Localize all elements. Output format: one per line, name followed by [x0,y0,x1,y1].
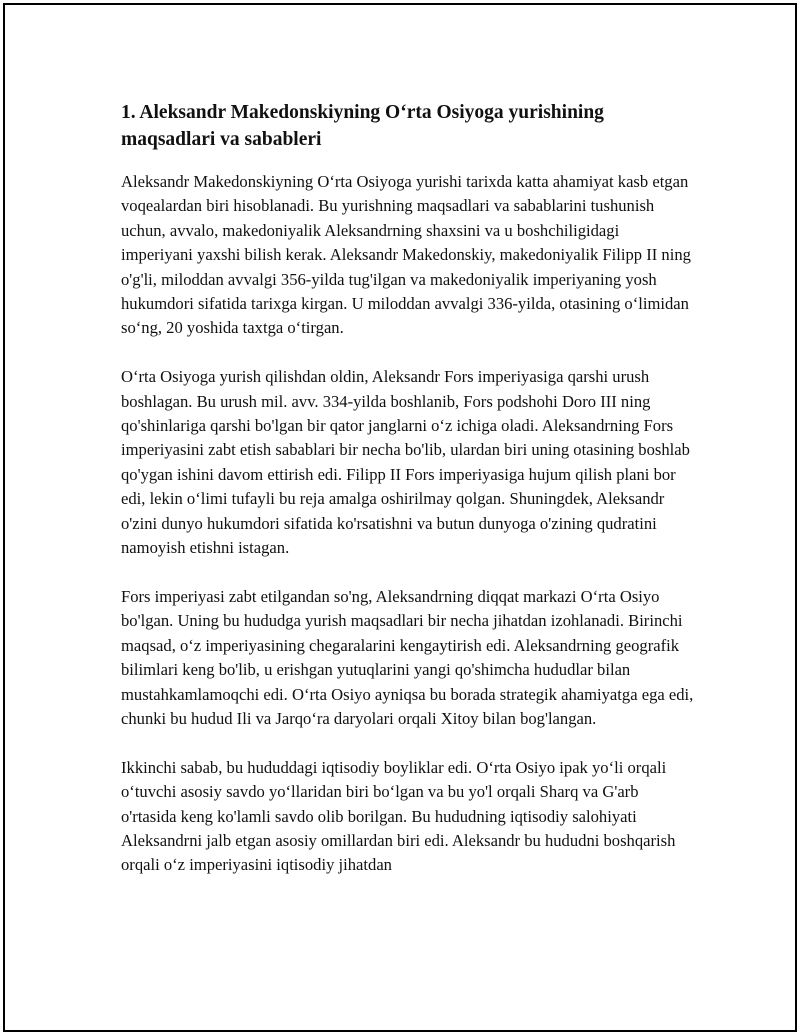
paragraph-4: Ikkinchi sabab, bu hududdagi iqtisodiy boyliklar edi. O‘rta Osiyo ipak yo‘li orqali o‘tuvchi asosiy savdo yo‘llaridan biri bo‘lgan va bu yo'l orqali Sharq va G'arb o'rtasida keng ko'lamli savdo olib borilgan. Bu hududning iqtisodiy salohiyati Aleksandrni jalb etgan asosiy omillardan biri edi. Aleksandr bu hududni boshqarish orqali o‘z imperiyasini iqtisodiy jihatdan [121,757,676,875]
paragraph-1: Aleksandr Makedonskiyning O‘rta Osiyoga yurishi tarixda katta ahamiyat kasb etgan voqealardan biri hisoblanadi. Bu yurishning maqsadlari va sabablarini tushunish uchun, avvalo, makedoniyalik Aleksandrning shaxsini va u boshchiligidagi imperiyani yaxshi bilish kerak. Aleksandr Makedonskiy, makedoniyalik Filipp II ning o'g'li, miloddan avvalgi 356-yilda tug'ilgan va makedoniyalik imperiyaning yosh hukumdori sifatida tarixga kirgan. U miloddan avvalgi 336-yilda, otasining o‘limidan so‘ng, 20 yoshida taxtga o‘tirgan. [121,172,691,338]
paragraph-2: O‘rta Osiyoga yurish qilishdan oldin, Aleksandr Fors imperiyasiga qarshi urush boshlagan. Bu urush mil. avv. 334-yilda boshlanib, Fors podshohi Doro III ning qo'shinlariga qarshi bo'lgan bir qator janglarni o‘z ichiga oladi. Aleksandrning Fors imperiyasini zabt etish sabablari bir necha bo'lib, ulardan biri uning otasining boshlab qo'ygan ishini davom ettirish edi. Filipp II Fors imperiyasiga hujum qilish plani bor edi, lekin o‘limi tufayli bu reja amalga oshirilmay qolgan. Shuningdek, Aleksandr o'zini dunyo hukumdori sifatida ko'rsatishni va butun dunyoga o'zining qudratini namoyish etishni istagan. [121,367,690,558]
document-body [121,99,695,878]
section-heading: 1. Aleksandr Makedonskiyning O‘rta Osiyoga yurishining maqsadlari va sabableri [121,102,604,150]
page-frame [3,3,797,1032]
paragraph-3: Fors imperiyasi zabt etilgandan so'ng, Aleksandrning diqqat markazi O‘rta Osiyo bo'lgan. Uning bu hududga yurish maqsadlari bir necha jihatdan izohlanadi. Birinchi maqsad, o‘z imperiyasining chegaralarini kengaytirish edi. Aleksandrning geografik bilimlari keng bo'lib, u erishgan yutuqlarini yangi qo'shimcha hududlar bilan mustahkamlamoqchi edi. O‘rta Osiyo ayniqsa bu borada strategik ahamiyatga ega edi, chunki bu hudud Ili va Jarqo‘ra daryolari orqali Xitoy bilan bog'langan. [121,586,694,728]
